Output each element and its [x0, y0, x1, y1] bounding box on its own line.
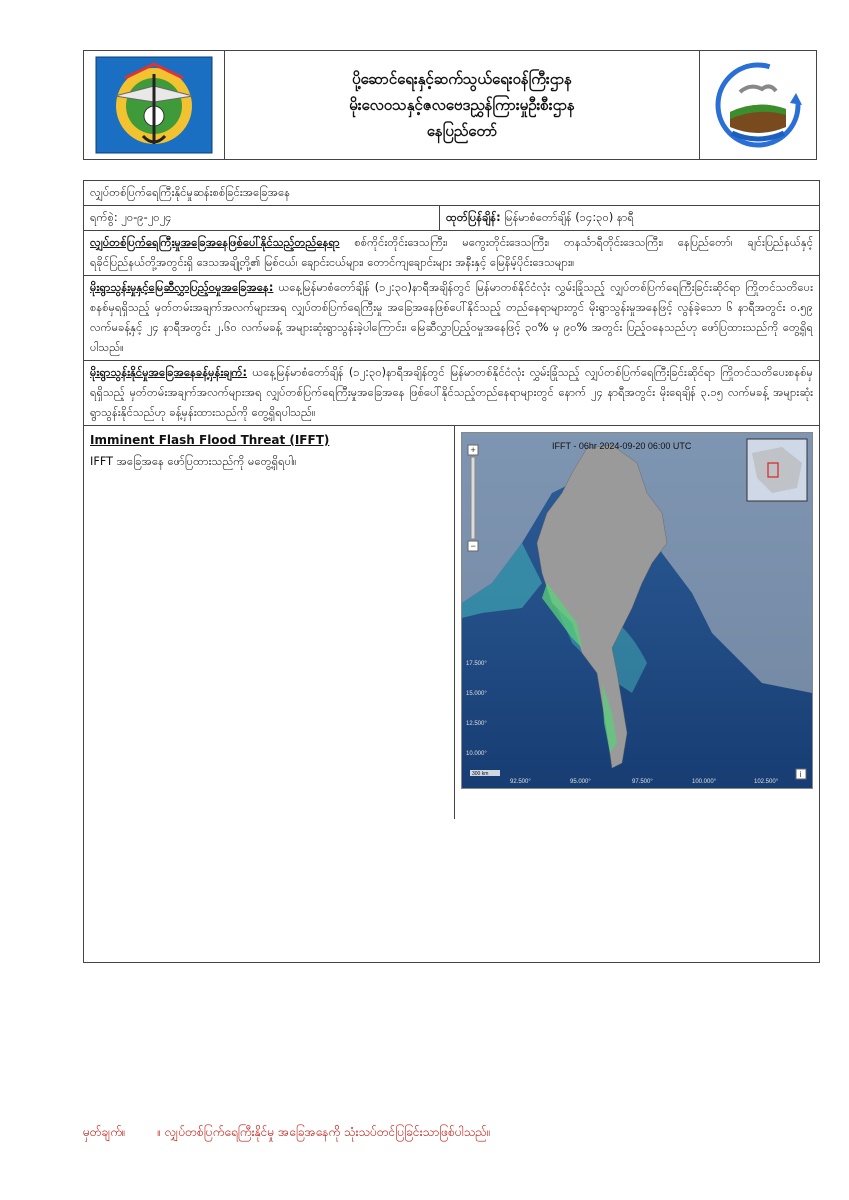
- lon-label: 102.500°: [754, 779, 779, 785]
- map-title: IFFT - 06hr 2024-09-20 06:00 UTC: [552, 441, 692, 451]
- rain-soil-label: မိုးရွာသွန်းမှုနှင့်မြေဆီလွှာပြည့်ဝမှုအခြေအနေ:: [90, 281, 274, 294]
- lat-label: 10.000°: [466, 751, 487, 757]
- lon-label: 97.500°: [632, 779, 653, 785]
- report-title: လျှပ်တစ်ပြက်ရေကြီးနိုင်မှုဆန်းစစ်ခြင်းအခြေအနေ: [84, 181, 819, 206]
- forecast-label: မိုးရွာသွန်းနိုင်မှုအခြေအနေခန့်မှန်းချက်:: [90, 366, 248, 379]
- city-name: နေပြည်တော်: [426, 122, 498, 140]
- rain-soil-section: [84, 276, 819, 361]
- note-text: ။ လျှပ်တစ်ပြက်ရေကြီးနိုင်မှု အခြေအနေကို သုံးသပ်တင်ပြခြင်းသာဖြစ်ပါသည်။: [157, 1125, 491, 1139]
- ifft-text: IFFT အခြေအနေ ဖော်ပြထားသည်ကို မတွေ့ရှိရပါ။: [90, 455, 297, 468]
- letterhead: [83, 50, 817, 160]
- risk-area-text: စစ်ကိုင်းတိုင်းဒေသကြီး၊ မကွေးတိုင်းဒေသကြီး၊ တနင်္သာရီတိုင်းဒေသကြီး၊ နေပြည်တော်၊ ချင်းပြည်နယ်နှင့် ရခိုင်ပြည်နယ်တို့အတွင်းရှိ ဒေသအချို့တို့၏ မြစ်ငယ်၊ ချောင်းငယ်များ၊ တောင်ကျချောင်းများ အနီးနှင့် မြေနိမ့်ပိုင်းဒေသများ။: [90, 236, 813, 269]
- right-logo-cell: [699, 51, 816, 159]
- letterhead-title: [225, 51, 699, 159]
- svg-text:+: +: [470, 445, 476, 455]
- forecast-text: ယနေ့မြန်မာစံတော်ချိန် (၁၂:၃၀)နာရီအချိန်တွင် မြန်မာတစ်နိုင်ငံလုံး လွှမ်းခြုံသည့် လျှပ်တစ်ပြက်ရေကြီးခြင်းဆိုင်ရာ ကြိုတင်သတိပေးစနစ်မှ ရရှိသည့် မှတ်တမ်းအချက်အလက်များအရ လျှပ်တစ်ပြက်ရေကြီးမှုအခြေအနေ ဖြစ်ပေါ်နိုင်သည့်တည်နေရာများတွင် နောက် ၂၄ နာရီအတွင်း မိုးရေချိန် ၃.၁၅ လက်မခန့် အများဆုံး ရွာသွန်းနိုင်သည်ဟု ခန့်မှန်းထားသည်ကို တွေ့ရှိရပါသည်။: [90, 366, 814, 419]
- left-logo-cell: [84, 51, 225, 159]
- report-table: [83, 180, 820, 963]
- lat-label: 17.500°: [466, 661, 487, 667]
- department-name: မိုးလေဝသနှင့်ဇလဗေဒညွှန်ကြားမှုဦးစီးဌာန: [349, 96, 575, 114]
- lat-label: 15.000°: [466, 691, 487, 697]
- lon-label: 95.000°: [570, 779, 591, 785]
- lon-label: 100.000°: [692, 779, 717, 785]
- scale-label: 300 km: [472, 771, 489, 777]
- footer-note: [83, 1124, 519, 1142]
- issue-value: မြန်မာစံတော်ချိန် (၁၄:၃၀) နာရီ: [504, 211, 634, 224]
- risk-area-section: [84, 231, 819, 276]
- zoom-slider[interactable]: [471, 457, 475, 539]
- risk-area-label: လျှပ်တစ်ပြက်ရေကြီးမှုအခြေအနေဖြစ်ပေါ်နိုင်သည့်တည်နေရာ: [90, 236, 340, 249]
- svg-text:i: i: [799, 770, 802, 779]
- rain-soil-text: ယနေ့မြန်မာစံတော်ချိန် (၁၂:၃၀)နာရီအချိန်တွင် မြန်မာတစ်နိုင်ငံလုံး လွှမ်းခြုံသည့် လျှပ်တစ်ပြက်ရေကြီးခြင်းဆိုင်ရာ ကြိုတင်သတိပေးစနစ်မှရရှိသည့် မှတ်တမ်းအချက်အလက်များအရ လျှပ်တစ်ပြက်ရေကြီးမှု အခြေအနေဖြစ်ပေါ်နိုင်သည့် တည်နေရာများတွင် မိုးရွာသွန်းမှုအနေဖြင့် လွန်ခဲ့သော ၆ နာရီအတွင်း ၀.၅၉ လက်မခန့်နှင့် ၂၄ နာရီအတွင်း ၂.၆၀ လက်မခန့် အများဆုံးရွာသွန်းခဲ့ပါကြောင်း၊ မြေဆီလွှာပြည့်ဝမှုအနေဖြင့် ၃၀% မှ ၉၀% အတွင်း ပြည့်ဝနေသည်ဟု ဖော်ပြထားသည်ကို တွေ့ရှိရပါသည်။: [90, 281, 813, 354]
- lon-label: 92.500°: [510, 779, 531, 785]
- lat-label: 12.500°: [466, 721, 487, 727]
- ifft-map-cell: [455, 426, 819, 819]
- issue-label: ထုတ်ပြန်ချိန်:: [446, 211, 501, 224]
- report-date: [84, 206, 440, 230]
- map-canvas: [462, 433, 812, 788]
- date-value: ၂၀-၉-၂၀၂၄: [121, 211, 172, 224]
- note-label: မှတ်ချက်။: [83, 1125, 126, 1139]
- ministry-name: ပို့ဆောင်ရေးနှင့်ဆက်သွယ်ရေးဝန်ကြီးဌာန: [352, 70, 572, 88]
- department-emblem-icon: [95, 56, 213, 154]
- forecast-section: [84, 361, 819, 426]
- svg-text:−: −: [470, 541, 476, 551]
- ifft-title: Imminent Flash Flood Threat (IFFT): [90, 433, 330, 447]
- water-cycle-icon: [710, 57, 806, 153]
- ifft-description: [84, 426, 455, 819]
- report-issue-time: [440, 206, 640, 230]
- date-label: ရက်စွဲ:: [90, 211, 118, 224]
- ifft-map: [461, 432, 813, 789]
- report-meta-row: [84, 206, 819, 231]
- ifft-section: [84, 426, 819, 819]
